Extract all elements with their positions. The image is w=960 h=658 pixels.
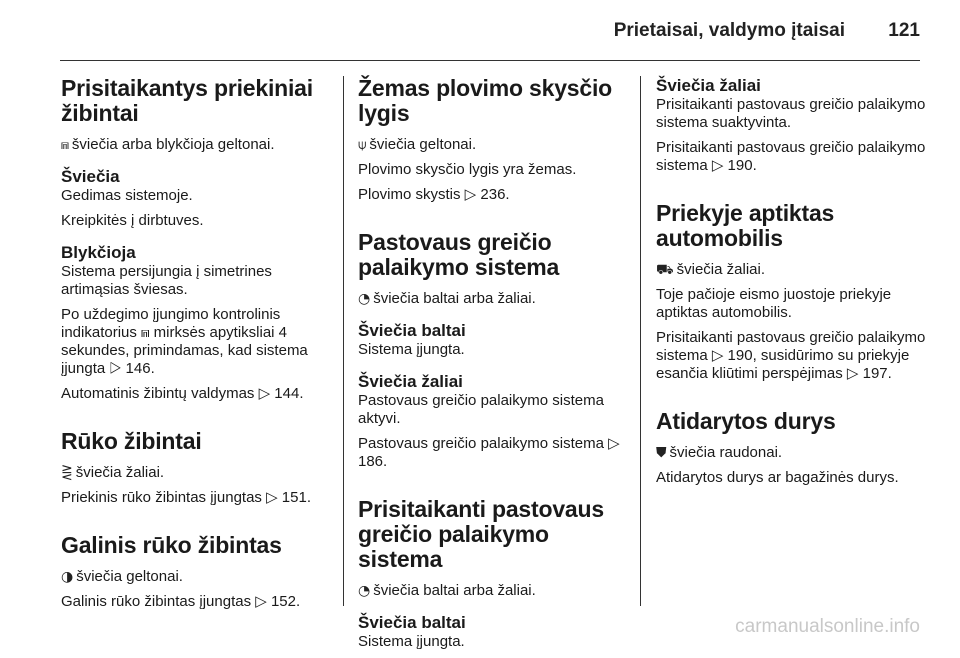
paragraph: Sistema įjungta. xyxy=(358,633,465,650)
paragraph: Automatinis žibintų valdymas ▷ 144. xyxy=(61,385,304,402)
adaptive-headlight-icon: ⩎ xyxy=(61,137,69,153)
column-3 xyxy=(656,76,926,494)
paragraph: Priekinis rūko žibintas įjungtas ▷ 151. xyxy=(61,489,311,506)
paragraph: Pastovaus greičio palaikymo sistema ▷ 186. xyxy=(358,435,620,470)
column-2 xyxy=(358,76,628,658)
column-divider xyxy=(640,76,641,606)
washer-fluid-icon: ⍦ xyxy=(358,137,367,153)
paragraph: Prisitaikanti pastovaus greičio palaikymo sistema suaktyvinta. xyxy=(656,96,926,131)
paragraph: Pastovaus greičio palaikymo sistema aktyvi. xyxy=(358,392,604,427)
subsection-title: Blykčioja xyxy=(61,243,136,262)
adaptive-cruise-control-icon: ◔ xyxy=(358,583,371,599)
page-number: 121 xyxy=(888,20,920,41)
section-intro: ⍦ šviečia geltonai. xyxy=(358,136,477,153)
section-intro: ◔ šviečia baltai arba žaliai. xyxy=(358,290,536,307)
cruise-control-icon: ◔ xyxy=(358,291,371,307)
header-rule xyxy=(60,60,920,61)
paragraph: Kreipkitės į dirbtuves. xyxy=(61,212,204,229)
section-title: Prisitaikantys priekiniai žibintai xyxy=(61,75,313,126)
paragraph: Gedimas sistemoje. xyxy=(61,187,193,204)
section-intro: ◔ šviečia baltai arba žaliai. xyxy=(358,582,536,599)
column-1 xyxy=(61,76,329,618)
paragraph: Po uždegimo įjungimo kontrolinis indikatorius ⩎ mirksės apytiksliai 4 sekundes, primindamas, kad sistema įjungta ▷ 146. xyxy=(61,306,308,377)
rear-fog-light-icon: ◑ xyxy=(61,569,74,585)
paragraph: Plovimo skystis ▷ 236. xyxy=(358,186,510,203)
section-title: Priekyje aptiktas automobilis xyxy=(656,200,835,251)
paragraph: Sistema persijungia į simetrines artimąsias šviesas. xyxy=(61,263,272,298)
section-title: Galinis rūko žibintas xyxy=(61,532,282,558)
subsection-title: Šviečia baltai xyxy=(358,321,466,340)
subsection-title: Šviečia xyxy=(61,167,120,186)
watermark: carmanualsonline.info xyxy=(735,616,920,637)
paragraph: Galinis rūko žibintas įjungtas ▷ 152. xyxy=(61,593,301,610)
paragraph: Prisitaikanti pastovaus greičio palaikymo sistema ▷ 190. xyxy=(656,139,926,174)
section-title: Žemas plovimo skysčio lygis xyxy=(358,75,613,126)
page-header-title: Prietaisai, valdymo įtaisai xyxy=(613,20,845,41)
door-open-icon: ⛊ xyxy=(656,445,667,461)
section-intro: ⛊ šviečia raudonai. xyxy=(656,444,783,461)
paragraph: Plovimo skysčio lygis yra žemas. xyxy=(358,161,577,178)
section-intro: ⩎ šviečia arba blykčioja geltonai. xyxy=(61,136,275,153)
paragraph: Prisitaikanti pastovaus greičio palaikymo sistema ▷ 190, susidūrimo su priekyje esančia kliūtimi perspėjimas ▷ 197. xyxy=(656,329,926,382)
section-title: Prisitaikanti pastovaus greičio palaikymo sistema xyxy=(358,496,604,572)
section-title: Rūko žibintai xyxy=(61,428,202,454)
subsection-title: Šviečia baltai xyxy=(358,613,466,632)
section-title: Atidarytos durys xyxy=(656,408,836,434)
subsection-title: Šviečia žaliai xyxy=(358,372,463,391)
paragraph: Toje pačioje eismo juostoje priekyje aptiktas automobilis. xyxy=(656,286,892,321)
paragraph: Sistema įjungta. xyxy=(358,341,465,358)
section-intro: ◑ šviečia geltonai. xyxy=(61,568,183,585)
column-divider xyxy=(343,76,344,606)
section-intro: ⋛ šviečia žaliai. xyxy=(61,464,165,481)
subsection-title: Šviečia žaliai xyxy=(656,76,761,95)
paragraph: Atidarytos durys ar bagažinės durys. xyxy=(656,469,899,486)
section-title: Pastovaus greičio palaikymo sistema xyxy=(358,229,560,280)
vehicle-ahead-icon: ⛟ xyxy=(656,262,674,278)
section-intro: ⛟ šviečia žaliai. xyxy=(656,261,765,278)
front-fog-light-icon: ⋛ xyxy=(61,465,73,481)
